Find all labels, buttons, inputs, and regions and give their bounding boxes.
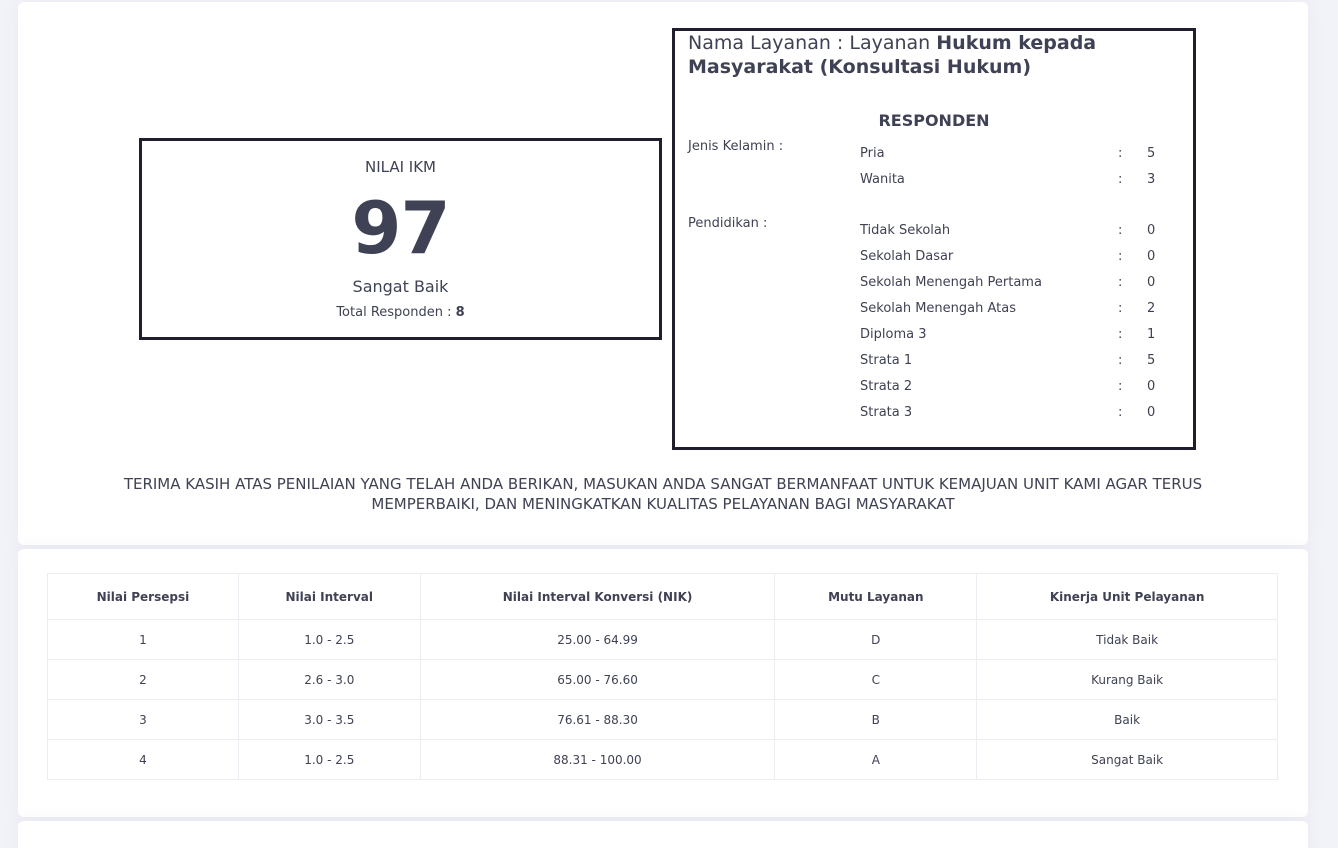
thank-you-line-2: MEMPERBAIKI, DAN MENINGKATKAN KUALITAS PELAYANAN BAGI MASYARAKAT [371,495,955,513]
gender-row-colon: : [1118,172,1123,187]
table-cell: 3 [48,700,239,740]
table-row [48,740,1278,780]
education-row-colon: : [1118,327,1123,342]
bottom-card [18,821,1308,848]
education-row-value: 5 [1147,353,1156,368]
education-row-value: 0 [1147,275,1156,290]
table-cell: Tidak Baik [977,620,1278,660]
service-name-line2: Masyarakat (Konsultasi Hukum) [688,56,1032,78]
education-row-label: Diploma 3 [860,327,927,342]
table-cell: D [775,620,977,660]
ikm-score: 97 [351,186,450,270]
table-cell: C [775,660,977,700]
table-cell: 76.61 - 88.30 [420,700,775,740]
table-cell: 88.31 - 100.00 [420,740,775,780]
education-row-value: 1 [1147,327,1156,342]
education-row-value: 0 [1147,405,1156,420]
education-row-label: Strata 2 [860,379,913,394]
column-header: Nilai Persepsi [48,574,239,620]
service-name-prefix: Nama Layanan : Layanan [688,32,937,54]
education-row-label: Sekolah Dasar [860,249,954,264]
gender-row-value: 5 [1147,146,1156,161]
education-row-value: 0 [1147,379,1156,394]
education-row-colon: : [1118,249,1123,264]
ikm-total-label: Total Responden : [336,305,456,320]
education-row-colon: : [1118,405,1123,420]
education-label: Pendidikan : [688,216,768,231]
table-cell: 2.6 - 3.0 [238,660,420,700]
table-cell: Sangat Baik [977,740,1278,780]
gender-row-value: 3 [1147,172,1156,187]
respondent-heading: RESPONDEN [878,111,990,130]
gender-row-label: Pria [860,146,885,161]
education-row-value: 0 [1147,223,1156,238]
table-header-row [48,574,1278,620]
education-row-value: 0 [1147,249,1156,264]
column-header: Nilai Interval Konversi (NIK) [420,574,775,620]
gender-label: Jenis Kelamin : [688,139,784,154]
column-header: Nilai Interval [238,574,420,620]
table-cell: 2 [48,660,239,700]
education-row-label: Strata 1 [860,353,913,368]
table-cell: 3.0 - 3.5 [238,700,420,740]
education-row-colon: : [1118,275,1123,290]
gender-row-label: Wanita [860,172,905,187]
education-row-colon: : [1118,353,1123,368]
education-row-colon: : [1118,301,1123,316]
table-cell: 1 [48,620,239,660]
table-row [48,660,1278,700]
column-header: Kinerja Unit Pelayanan [977,574,1278,620]
thank-you-message [88,474,1238,514]
ikm-title: NILAI IKM [364,158,436,176]
service-name-line1: Hukum kepada [936,32,1097,54]
thank-you-line-1: TERIMA KASIH ATAS PENILAIAN YANG TELAH ANDA BERIKAN, MASUKAN ANDA SANGAT BERMANFAAT UNTUK KEMAJUAN UNIT KAMI AGAR TERUS [123,475,1203,493]
ikm-total-respondents [142,305,659,320]
table-cell: 4 [48,740,239,780]
education-row-label: Sekolah Menengah Pertama [860,275,1042,290]
ikm-total-value: 8 [455,305,465,320]
ikm-interval-table [47,573,1278,780]
education-row-label: Sekolah Menengah Atas [860,301,1016,316]
respondent-box [672,28,1196,450]
table-cell: Kurang Baik [977,660,1278,700]
table-cell: Baik [977,700,1278,740]
column-header: Mutu Layanan [775,574,977,620]
service-name [688,31,1188,79]
ikm-category: Sangat Baik [352,277,449,296]
table-cell: A [775,740,977,780]
education-row-label: Tidak Sekolah [860,223,951,238]
table-cell: 1.0 - 2.5 [238,740,420,780]
table-cell: 25.00 - 64.99 [420,620,775,660]
table-cell: 1.0 - 2.5 [238,620,420,660]
education-row-value: 2 [1147,301,1156,316]
education-row-label: Strata 3 [860,405,913,420]
ikm-box [139,138,662,340]
education-row-colon: : [1118,379,1123,394]
table-cell: B [775,700,977,740]
table-cell: 65.00 - 76.60 [420,660,775,700]
table-row [48,620,1278,660]
gender-row-colon: : [1118,146,1123,161]
table-row [48,700,1278,740]
education-row-colon: : [1118,223,1123,238]
